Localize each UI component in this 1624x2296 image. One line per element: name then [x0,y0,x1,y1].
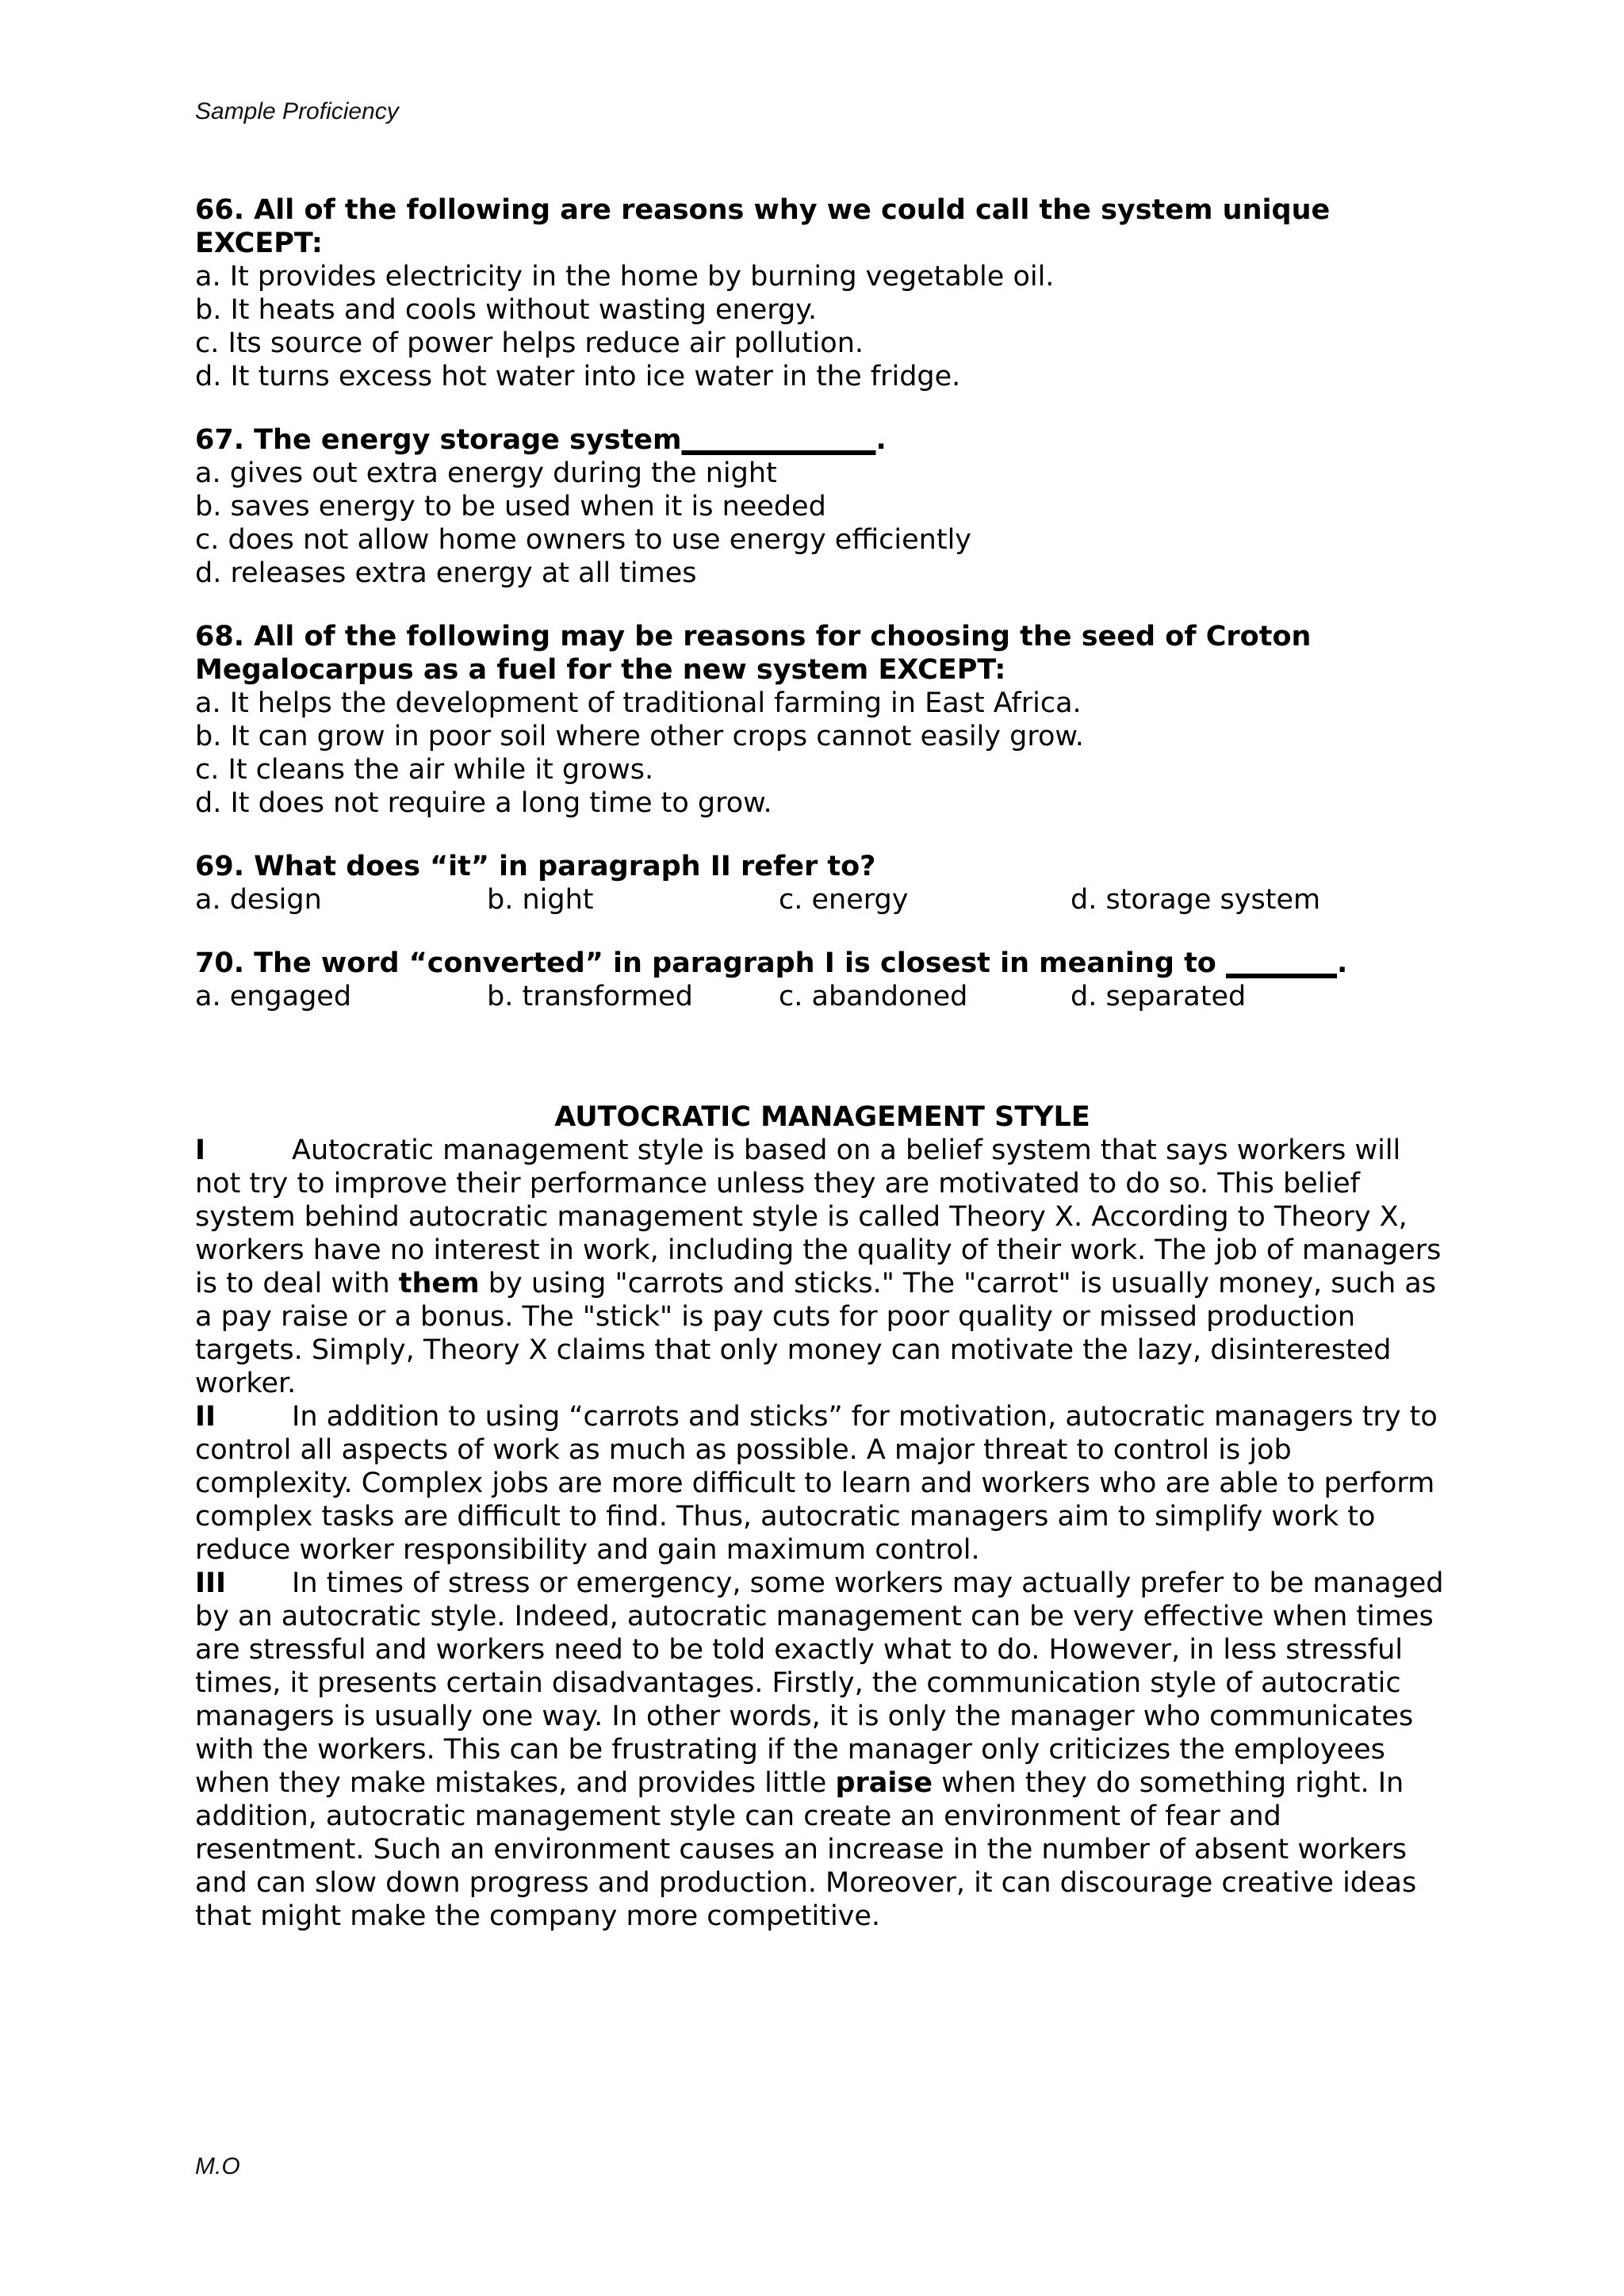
option-c: c. does not allow home owners to use energy efficiently [195,524,972,556]
paragraph-number: III [195,1567,227,1599]
question-title: 66. All of the following are reasons why we could call the system unique EXCEPT: [195,194,1331,259]
referenced-word: praise [835,1767,933,1799]
option-b: b. transformed [487,981,693,1012]
paragraph-2 [195,1400,1448,1567]
answer-blank: ______________ [681,424,876,456]
question-title [195,947,1448,980]
option-b: b. saves energy to be used when it is needed [195,491,826,522]
passage-title: AUTOCRATIC MANAGEMENT STYLE [554,1101,1090,1133]
option-c: c. energy [779,884,909,916]
question-title: 68. All of the following may be reasons for choosing the seed of Croton Megalocarpus as a fuel for the new system EXCEPT: [195,621,1312,686]
question-title: 69. What does “it” in paragraph II refer to? [195,851,876,882]
answer-blank: ________ [1226,947,1338,979]
question-title [195,423,1448,457]
paragraph-text: when they do something right. In addition, autocratic management style can create an environment of fear and resentment. Such an environment causes an increase in the number of absent workers and can slow down progress and production. Moreover, it can discourage creative ideas that might make the company more competitive. [195,1767,1417,1932]
question-66 [195,193,1448,393]
option-d: d. It turns excess hot water into ice water in the fridge. [195,361,961,392]
referenced-word: them [398,1268,480,1299]
option-c: c. abandoned [779,981,968,1012]
option-d: d. separated [1071,981,1247,1012]
option-a: a. engaged [195,981,352,1012]
option-d: d. releases extra energy at all times [195,557,697,589]
page-header: Sample Proficiency [195,98,399,124]
option-c: c. Its source of power helps reduce air pollution. [195,327,864,359]
question-title-end: . [875,424,887,456]
options-row [195,883,1448,916]
option-c: c. It cleans the air while it grows. [195,754,654,786]
paragraph-3 [195,1567,1448,1933]
paragraph-text: Autocratic management style is based on a belief system that says workers will not try to improve their performance unless they are motivated to do so. This belief system behind autocratic management style is called Theory X. According to Theory X, workers have no interest in work, including the quality of their work. The job of managers is to deal with [195,1135,1442,1299]
paragraph-number: I [195,1135,206,1166]
question-69 [195,850,1448,916]
option-b: b. It heats and cools without wasting energy. [195,294,818,326]
option-d: d. It does not require a long time to grow. [195,787,772,819]
paragraph-1 [195,1134,1448,1400]
question-title-text: 70. The word “converted” in paragraph I is closest in meaning to [195,947,1216,979]
paragraph-text: by using "carrots and sticks." The "carrot" is usually money, such as a pay raise or a bonus. The "stick" is pay cuts for poor quality or missed production targets. Simply, Theory X claims that only money can motivate the lazy, disinterested worker. [195,1268,1436,1399]
option-a: a. It provides electricity in the home by burning vegetable oil. [195,261,1055,293]
options-row [195,980,1448,1013]
option-a: a. gives out extra energy during the night [195,457,777,489]
question-title-end: . [1337,947,1348,979]
option-a: a. design [195,884,322,916]
option-a: a. It helps the development of traditional farming in East Africa. [195,687,1082,719]
page-content [195,193,1448,1933]
page-footer: M.O [195,2153,240,2179]
question-title-text: 67. The energy storage system [195,424,682,456]
paragraph-number: II [195,1401,216,1433]
paragraph-text: In times of stress or emergency, some workers may actually prefer to be managed by an autocratic style. Indeed, autocratic management can be very effective when times are stressful and workers need to be told exactly what to do. However, in less stressful times, it presents certain disadvantages. Firstly, the communication style of autocratic managers is usually one way. In other words, it is only the manager who communicates with the workers. This can be frustrating if the manager only criticizes the employees when they make mistakes, and provides little [195,1567,1444,1799]
paragraph-text: In addition to using “carrots and sticks” for motivation, autocratic managers try to control all aspects of work as much as possible. A major threat to control is job complexity. Complex jobs are more difficult to learn and workers who are able to perform complex tasks are difficult to find. Thus, autocratic managers aim to simplify work to reduce worker responsibility and gain maximum control. [195,1401,1438,1566]
option-d: d. storage system [1071,884,1321,916]
option-b: b. It can grow in poor soil where other crops cannot easily grow. [195,721,1084,752]
question-70 [195,947,1448,1013]
option-b: b. night [487,884,594,916]
question-67 [195,423,1448,590]
question-68 [195,620,1448,820]
